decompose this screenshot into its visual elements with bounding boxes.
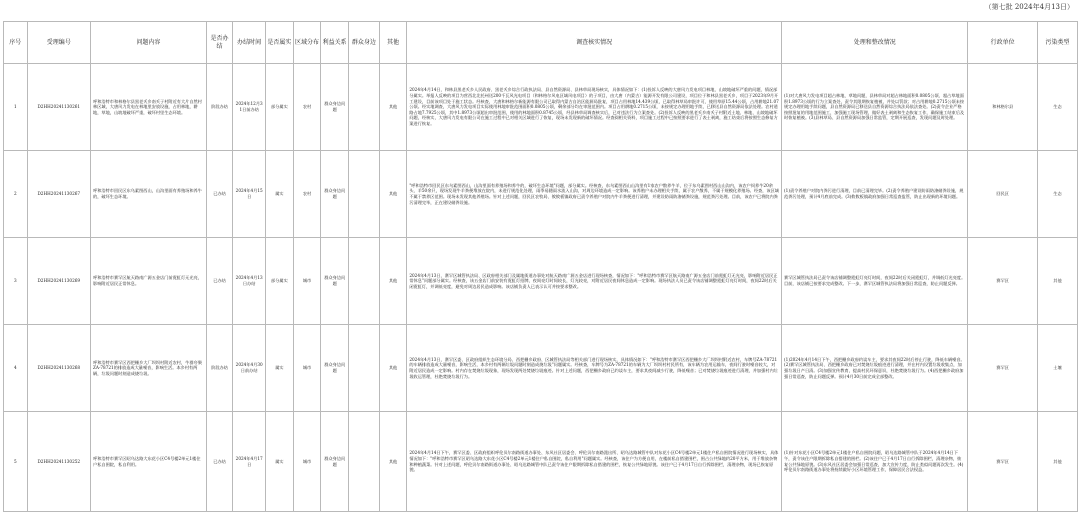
header-other: 其他 [379, 22, 407, 64]
cell-true: 属实 [266, 325, 294, 412]
cell-other: 其他 [379, 151, 407, 238]
cell-type: 其他 [1037, 412, 1077, 512]
cell-done: 阶段办结 [206, 64, 233, 151]
cell-interest: 群众身边问题 [321, 325, 349, 412]
cell-done: 已办结 [206, 412, 233, 512]
cell-time: 2024年4月15日 [233, 151, 266, 238]
cell-true: 部分属实 [266, 238, 294, 325]
cell-time: 2024年12月31日前办结 [233, 64, 266, 151]
cell-type: 生态 [1037, 151, 1077, 238]
header-nearby: 群众身边 [348, 22, 379, 64]
complaint-table [3, 21, 1078, 512]
header-unit: 行政单位 [968, 22, 1038, 64]
cell-handle: (1)责令养殖户对院内粪污进行清理，目前已清理完毕。(2)责令养殖户建设防雨防渗储粪设施，规范粪污处理，预计4月底前完成。(3)攸攸板镇政府加强日常巡查监管，防止出现新的环境问题。 [782, 151, 968, 238]
header-interest: 利益关系 [321, 22, 349, 64]
cell-issue: 呼和浩特市回民区东乌素图西山，山沟里面有养殖场和养牛的，破坏生态环境。 [91, 151, 207, 238]
header-type: 污染类型 [1037, 22, 1077, 64]
cell-seq: 1 [4, 64, 28, 151]
table-row [4, 325, 1078, 412]
cell-area: 城市 [293, 412, 321, 512]
cell-type: 土壤 [1037, 325, 1077, 412]
cell-unit: 回民区 [968, 151, 1038, 238]
cell-other: 其他 [379, 412, 407, 512]
table-row [4, 412, 1078, 512]
header-true: 是否属实 [266, 22, 294, 64]
cell-nearby [348, 151, 379, 238]
cell-done: 阶段办结 [206, 325, 233, 412]
cell-unit: 赛罕区 [968, 238, 1038, 325]
cell-other: 其他 [379, 325, 407, 412]
cell-issue: 呼和浩特市和林格尔县黑老夭乡南夭子村附近有大片自然村林区域，大唐风力发电在林地里安放设施，占用林地，耕地，草地，山坡地破坏严重，破坏村里生态环境。 [91, 64, 207, 151]
cell-nearby [348, 64, 379, 151]
cell-seq: 3 [4, 238, 28, 325]
cell-type: 其他 [1037, 238, 1077, 325]
cell-handle: 赛罕区城管执法局已责令该店铺调整霓虹灯亮灯时间，夜间22时后关闭霓虹灯，并调低灯光亮度。目前，该店铺已按要求完成整改。下一步，赛罕区城管执法局将加强日常巡查，防止问题反弹。 [782, 238, 968, 325]
cell-nearby [348, 325, 379, 412]
cell-other: 其他 [379, 238, 407, 325]
cell-id: D2HH20241130252 [27, 412, 90, 512]
table-row [4, 64, 1078, 151]
cell-check: 2024年4月14日，和林县黑老夭乡人民政府、黑老夭乡综合行政执法局、县自然资源局、县林草局现场核实，具体情况如下：(1)投诉人反映的大唐风力发电项目林地、山坡地破坏严重的问题，情况部分属实。举报人反映的项目为营西北北托州送200千瓦风光电项目（和林格尔风电区域风电项目）的子项目，由大唐（内蒙古）能源开发有限公司建设，项目位于和林县黑老夭乡，项目于2023年9月开工建设，目前该项目处于施工状态。经核查，大唐和林格尔新能源有限公司已取得内蒙古自治区能源局批复，项目占用林地14.439公顷，已取得林草局审批许可，使用草原15.44公顷，占用耕地21.07公顷。经实地调查，大唐风力发电项目实际使用林地审批范围面积0.0805公顷，剩余部分均在审批范围内。项目占用耕地0.2715公顷，未按规定办理用地手续，已移送县自然资源局依法处理。农村道路占地7.7925公顷，其中1.8973公顷超出审批范围，使用的林地面积0.8745公顷，经县林草局调查核实后，已对违法行为立案查处。(2)投诉人反映的黑老夭乡南夭子村附近土地、林地、山坡地破坏问题，经核实，大唐风力发电有限公司在施工过程中已对相关区域进行了恢复，现场未发现新的破坏情况。经查阅相关资料，项目施工过程中已按照要求进行了表土剥离，施工结束后将按照生态修复方案进行恢复。 [407, 64, 782, 151]
cell-other: 其他 [379, 64, 407, 151]
cell-unit: 赛罕区 [968, 325, 1038, 412]
cell-handle: (1)对大唐风力发电项目超占林地、草地问题，县林草局对超占林地面积0.0805公顷、超占草地面积1.8973公顷的行为立案查处，责令其限期恢复植被，并处以罚款；对占用耕地0.2715公顷未按规定办理用地手续问题，县自然资源局已移送县自然资源综合执法局依法查处。(2)责令企业严格按照批复的用地范围施工，加强施工现场管理，做好表土剥离和生态恢复工作，确保施工结束后及时恢复植被。(3)县林草局、县自然资源局加强日常监管，定期开展巡查，发现问题及时处理。 [782, 64, 968, 151]
table-row [4, 151, 1078, 238]
cell-unit: 赛罕区 [968, 412, 1038, 512]
cell-nearby [348, 412, 379, 512]
cell-interest: 群众身边问题 [321, 151, 349, 238]
cell-done: 已办结 [206, 151, 233, 238]
cell-time: 2024年4月17日 [233, 412, 266, 512]
batch-label: （第七批 2024年4月13日） [984, 3, 1074, 11]
cell-true: 属实 [266, 151, 294, 238]
cell-check: 2024年4月13日，赛罕区城管执法局、区政府相关部门及属地街道办事处对航天路南广源五金店进行现场核查，情况如下："呼和浩特市赛罕区航天路南广源五金店门前霓虹灯无光亮，影响附近居民正常休息"问题部分属实。经核查，该五金店门前安装有霓虹灯招牌，夜间亮灯时间较长，灯光较亮，对附近居民夜间休息造成一定影响。现场执法人员已责令该店铺调整霓虹灯亮灯时间，夜间22时后关闭霓虹灯，并调低亮度，避免对周边居民造成影响。该店铺负责人已表示认可并按要求整改。 [407, 238, 782, 325]
cell-nearby [348, 238, 379, 325]
cell-handle: (1)针对东花小区C4号楼2单元1楼住户私自围院问题，昭乌达路城管中队于2024年4月14日下午，责令该住户限期拆除私自搭建的围栏。(2)该住户已于4月17日自行拆除围栏，清理杂物，恢复公共绿地原貌。(3)东风社区居委会加强日常巡查，加大宣传力度，防止类似问题再次发生。(4)呼伦贝尔南路街道办事处将持续做好小区环境管理工作，保障居民合法权益。 [782, 412, 968, 512]
cell-done: 已办结 [206, 238, 233, 325]
header-done: 是否办结 [206, 22, 233, 64]
cell-id: D2HH20241130268 [27, 325, 90, 412]
cell-area: 城市 [293, 325, 321, 412]
header-id: 受理编号 [27, 22, 90, 64]
cell-seq: 2 [4, 151, 28, 238]
cell-true: 属实 [266, 412, 294, 512]
cell-area: 农村 [293, 64, 321, 151]
cell-type: 生态 [1037, 64, 1077, 151]
cell-true: 部分属实 [266, 64, 294, 151]
cell-interest: 群众身边问题 [321, 64, 349, 151]
cell-time: 2024年4月30日前办结 [233, 325, 266, 412]
table-row [4, 238, 1078, 325]
cell-area: 农村 [293, 151, 321, 238]
cell-check: "呼和浩特市回民区东乌素图西山，山沟里面有养殖场和养牛的，破坏生态环境"问题，部分属实。经核查，东乌素图西山山沟里有1家农户散养牛羊，位于东乌素图村西山山沟内，该农户饲养牛20余头、羊50余只，现场发现牛羊粪便堆放在院内，未进行规范化处理，雨季易随雨水流入山沟，对周边环境造成一定影响。该养殖户未办理相关手续，属于农户散养，不属于规模化养殖场。经查，该区域不属于禁养区范围。现场未发现其他养殖场。针对上述问题，回民区农牧局、攸攸板镇政府已责令养殖户对院内牛羊粪便进行清理，并建设防雨防渗储粪设施，规范粪污处理。目前，该农户已将院内粪污清理完毕，正在建设储粪设施。 [407, 151, 782, 238]
cell-area: 城市 [293, 238, 321, 325]
cell-time: 2024年4月13日办结 [233, 238, 266, 325]
cell-seq: 5 [4, 412, 28, 512]
cell-issue: 呼和浩特市赛罕区昭乌达路大东花小区C4号楼2单元1楼住户私自围院，私自利用。 [91, 412, 207, 512]
cell-check: 2024年4月14日下午，赛罕区委、区政府组织呼伦贝尔南路街道办事处、东风社区居委会、呼伦贝尔南路派出所、昭乌达路城管中队对东花小区C4号楼2单元1楼住户私自围院情况进行现场核实，具体情况如下："呼和浩特市赛罕区昭乌达路大东花小区C4号楼2单元1楼住户私自围院，私自利用"问题属实。经核查，该住户为方便自用，在楼前私自搭建围栏，围占公共绿地约20平方米，用于堆放杂物和种植蔬菜。针对上述问题，呼伦贝尔南路街道办事处、昭乌达路城管中队已责令该住户限期拆除私自搭建的围栏，恢复公共绿地原貌。该住户已于4月17日自行拆除围栏，清理杂物，现场已恢复原貌。 [407, 412, 782, 512]
cell-interest: 群众身边问题 [321, 412, 349, 512]
header-seq: 序号 [4, 22, 28, 64]
cell-id: D2HH20241130261 [27, 64, 90, 151]
cell-issue: 呼和浩特市赛罕区西把栅乡大厂坝坝村附近农村，牛群夸聚ZA-78721的排放造成大量噪音，影响生活。本乡村有两辆，垃圾问题时刻造成烧垃圾。 [91, 325, 207, 412]
cell-seq: 4 [4, 325, 28, 412]
header-check: 调查核实情况 [407, 22, 782, 64]
header-issue: 问题内容 [91, 22, 207, 64]
header-area: 区域分布 [293, 22, 321, 64]
cell-check: 2024年4月13日，赛罕区委、区政府组织生态环境分局、西把栅乡政府、区城管执法局等相关部门进行现场核实，具体情况如下："呼和浩特市赛罕区西把栅乡大厂坝坝村附近农村，车牌号ZA-78721的车辆排放造成大量噪音，影响生活，本乡村有两辆垃圾问题时刻造成烧垃圾"问题属实。经核查，车牌号为ZA-78721的车辆为大厂坝坝村村民所有，该车辆为农用运输车，夜间行驶时噪音较大，对附近居民造成一定影响。村内存在焚烧垃圾现象，现场发现两处焚烧垃圾痕迹。针对上述问题，西把栅乡政府已约谈车主，要求其夜间减少行驶，降低噪音；已对焚烧垃圾痕迹进行清理，并加强村内垃圾收运管理，杜绝焚烧垃圾行为。 [407, 325, 782, 412]
cell-id: D2HH20241130267 [27, 151, 90, 238]
table-header-row [4, 22, 1078, 64]
cell-unit: 和林格尔县 [968, 64, 1038, 151]
cell-issue: 呼和浩特市赛罕区航天路南广源五金店门前霓虹灯无光亮，影响附近居民正常休息。 [91, 238, 207, 325]
cell-id: D2HH20241130269 [27, 238, 90, 325]
cell-interest: 群众身边问题 [321, 238, 349, 325]
cell-handle: (1)2024年4月14日下午，西把栅乡政府约谈车主，要求其夜间22时后停止行驶，降低车辆噪音。(2)赛罕区城管执法局、西把栅乡政府已对焚烧垃圾痕迹进行清理，并在村内设置垃圾收集点，加强垃圾日产日清。(3)加强宣传教育，提高村民环保意识，杜绝焚烧垃圾行为。(4)西把栅乡政府加强日常巡查，防止问题反弹。预计4月30日前完成全部整改。 [782, 325, 968, 412]
header-handle: 处理和整改情况 [782, 22, 968, 64]
header-time: 办结时间 [233, 22, 266, 64]
